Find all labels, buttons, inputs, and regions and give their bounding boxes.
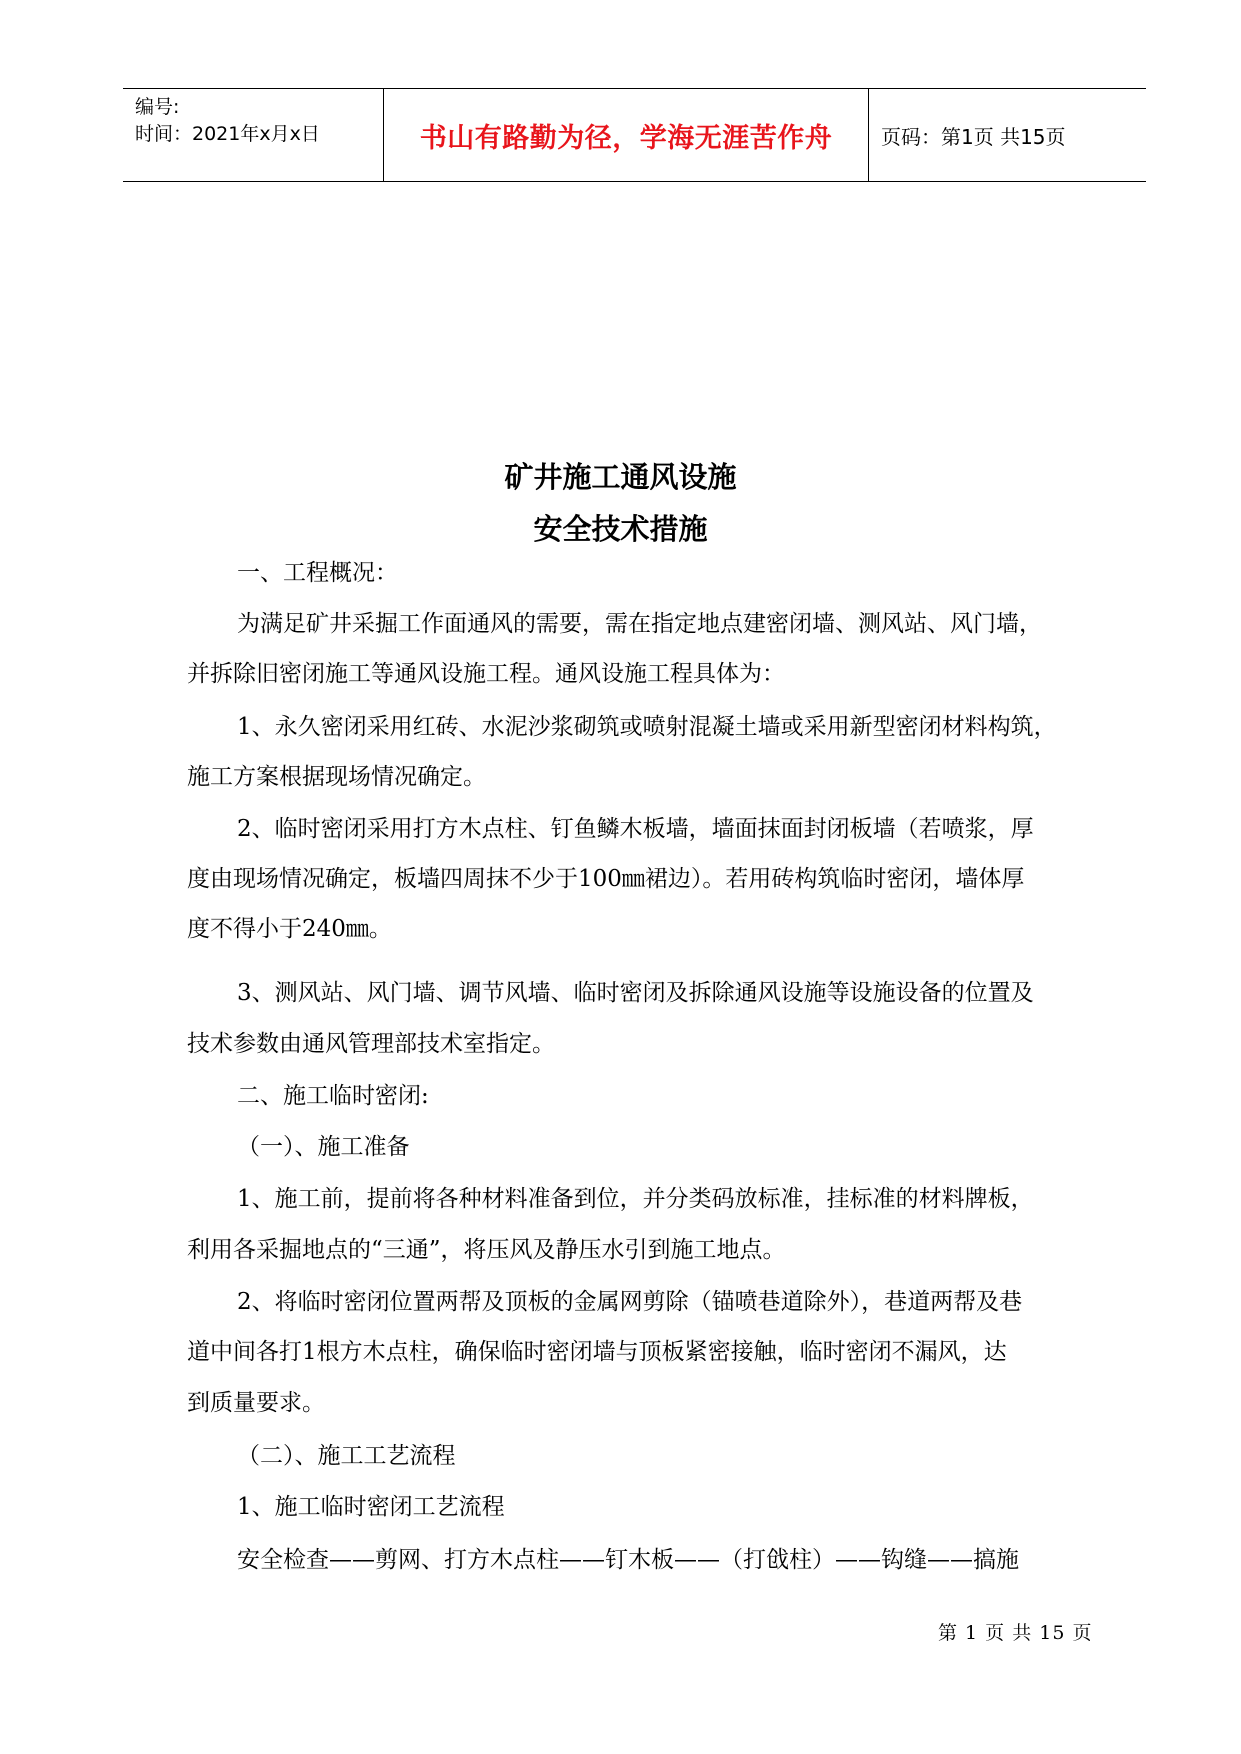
section-heading-overview: 一、工程概况：	[237, 560, 398, 586]
paragraph-line: 技术参数由通风管理部技术室指定。	[187, 1031, 555, 1057]
paragraph-line: 利用各采掘地点的“三通”，将压风及静压水引到施工地点。	[187, 1237, 786, 1263]
paragraph-line: 3、测风站、风门墙、调节风墙、临时密闭及拆除通风设施等设施设备的位置及	[237, 980, 1034, 1006]
header-page-info: 页码：第1页 共15页	[881, 124, 1066, 149]
page-footer: 第 1 页 共 15 页	[938, 1622, 1093, 1644]
section-heading-temporary-seal: 二、施工临时密闭:	[237, 1083, 429, 1109]
paragraph-line: 1、施工前，提前将各种材料准备到位，并分类码放标准，挂标准的材料牌板，	[237, 1186, 1034, 1212]
paragraph-line: 2、临时密闭采用打方木点柱、钉鱼鳞木板墙，墙面抹面封闭板墙（若喷浆，厚	[237, 816, 1034, 842]
subsection-heading-process: （二）、施工工艺流程	[237, 1443, 456, 1469]
paragraph-line: 并拆除旧密闭施工等通风设施工程。通风设施工程具体为：	[187, 661, 785, 687]
paragraph-line: 为满足矿井采掘工作面通风的需要，需在指定地点建密闭墙、测风站、风门墙，	[237, 611, 1042, 637]
number-label: 编号:	[135, 96, 180, 118]
paragraph-line: 道中间各打1根方木点柱，确保临时密闭墙与顶板紧密接触，临时密闭不漏风，达	[187, 1339, 1007, 1365]
paragraph-line: 度不得小于240㎜。	[187, 916, 392, 942]
paragraph-line: 2、将临时密闭位置两帮及顶板的金属网剪除（锚喷巷道除外），巷道两帮及巷	[237, 1289, 1023, 1315]
page-header	[123, 88, 1146, 182]
paragraph-line: 1、永久密闭采用红砖、水泥沙浆砌筑或喷射混凝土墙或采用新型密闭材料构筑，	[237, 714, 1057, 740]
header-motto: 书山有路勤为径，学海无涯苦作舟	[384, 89, 869, 181]
document-title-line1: 矿井施工通风设施	[504, 460, 737, 494]
subsection-heading-preparation: （一）、施工准备	[237, 1134, 410, 1160]
paragraph-line: 1、施工临时密闭工艺流程	[237, 1494, 505, 1520]
time-label: 时间：2021年x月x日	[135, 123, 320, 145]
document-title-line2: 安全技术措施	[533, 512, 708, 546]
paragraph-line: 到质量要求。	[187, 1390, 325, 1416]
paragraph-line: 安全检查——剪网、打方木点柱——钉木板——（打戗柱）——钩缝——搞施	[237, 1547, 1019, 1573]
paragraph-line: 度由现场情况确定，板墙四周抹不少于100㎜裙边）。若用砖构筑临时密闭，墙体厚	[187, 866, 1025, 892]
header-meta	[123, 89, 384, 181]
paragraph-line: 施工方案根据现场情况确定。	[187, 764, 486, 790]
